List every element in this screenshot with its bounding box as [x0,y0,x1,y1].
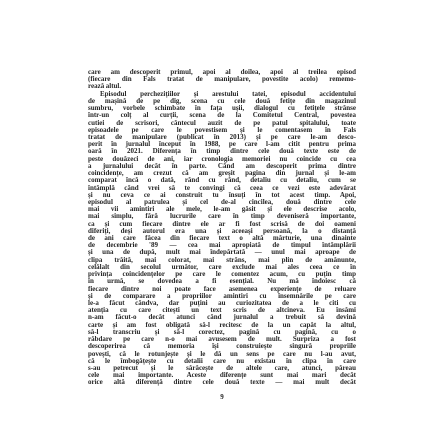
text-line: sumbru, vorbele schimbate în fața ușii, dialogul cu fetițele strânse [88,105,356,113]
text-line: mai simplu, fără lucrurile care în timp deveniseră importante, [88,213,356,221]
text-line: răbdare pe care n-o mai avusesem de mult. Surpriza a fost [88,336,356,344]
text-line: Episodul perchezițiilor și arestului tatei, episodul accidentului [100,90,356,98]
text-line: și de comparare a propriilor amintiri cu însemnările pe care [88,292,356,300]
text-line: cutiei de scrisori, cântecul auzit de pe patul spitalului, toate [88,119,356,127]
text-line: clipa trăită, mai colorat, mai strâns, mai plin de amănunte, [88,256,356,264]
text-line: ca și cum fiecare dintre ele ar fi fost scrisă de doi oameni [88,220,356,228]
text-line: episodul al patrulea și cel de-al cincilea, două dintre cele [88,198,356,206]
text-line: cele mai importante. Aceste diferențe sunt mai mari decât [88,372,356,380]
text-line: mai vii amintiri ale mele, le-am găsit și ele descrise acolo, [88,206,356,214]
text-line: le-a făcut cândva, dar puțini au curiozitatea de a le citi cu [88,300,356,307]
text-line: descoperirea că memoria își construiește singură propriile [88,343,356,351]
text-line: privința coincidențelor pe care le comentez acum, cu puțin timp [88,271,356,279]
text-line: de ani care făcea din fiecare text o altă mărturie, una dinainte [88,235,356,243]
text-line: n-am făcut-o decât atunci când jurnalul a trebuit să devină [88,314,356,322]
text-line: celălalt din secolul următor, care exclude mai ales ceea ce în [88,263,356,271]
text-line: întâmplă când vrei să te convingi că ceea ce vezi este adevărat [88,184,356,192]
text-line: diferiți, deși autorul era una și aceeași persoană, la o distanță [88,227,356,235]
text-line: și nu ceva ce ai construit tu însuți în tot acest timp. Apoi, [88,191,356,199]
text-line: că le îmbogățește cu detalii care nu existau în clipa în care [88,357,356,365]
paragraph [88,91,356,387]
text-line: peste douăzeci de ani, iar cronologia memoriei nu coincide cu cea [88,155,356,163]
text-line: episoadele pe care le povestisem și le comentasem în Fals [88,126,356,134]
text-line: de mașină de pe dig, scena cu cele două fetițe din magazinul [88,97,356,105]
text-line: povești, că le rotunjește și le dă un sens pe care nu l-au avut, [88,350,356,358]
text-line: care am descoperit primul, apoi al doilea, apoi al treilea episod [88,69,356,76]
body-text [88,69,356,387]
text-line: într-un colț al curții, scena de la Comitetul Central, povestea [88,112,356,120]
text-line: fiecare dintre noi poate face asemenea experiențe de reluare [88,285,356,293]
paragraph [88,69,356,91]
text-line: oară în 2021. Diferența în timp dintre cele două texte este de [88,148,356,156]
text-line: să-l transcriu și să-l corectez, pagină cu pagină, cu o [88,328,356,336]
text-line: coincidențe, am crezut că am greșit pagina din jurnal și le-am [88,170,356,178]
text-line: (fiecare din Fals tratat de manipulare, povestite acolo) rememo- [88,76,356,84]
text-line: de decembrie '89 — cea mai apropiată de timpul întâmplării [88,242,356,250]
text-line: perit în jurnalul început în 1988, pe care l-am citit pentru prima [88,141,356,149]
text-line: atenția cu care citești un text scris de altcineva. Eu însămi [88,307,356,315]
text-line: a jurnalului decât în parte. Când am descoperit prima dintre [88,162,356,170]
text-line: orice altă diferență dintre cele două texte — mai mult decât [88,379,356,387]
text-line: tratat de manipulare (publicat în 2013) și pe care le-am desco- [88,133,356,141]
text-line: și una de după, mult mai îndepărtată — unul mai aproape de [88,249,356,257]
text-line: comparat încă o dată, rând cu rând, detaliu cu detaliu, cum se [88,177,356,185]
text-line: s-au petrecut și le sărăcește de altele care, atunci, păreau [88,364,356,372]
text-line: rează altul. [88,83,122,91]
text-line: carte și am fost obligată să-l recitesc de la un capăt la altul, [88,321,356,329]
text-line: în urmă, se dovedea a fi esențial. Nu mă îndoiesc că [88,278,356,286]
page-number: 9 [220,393,224,401]
